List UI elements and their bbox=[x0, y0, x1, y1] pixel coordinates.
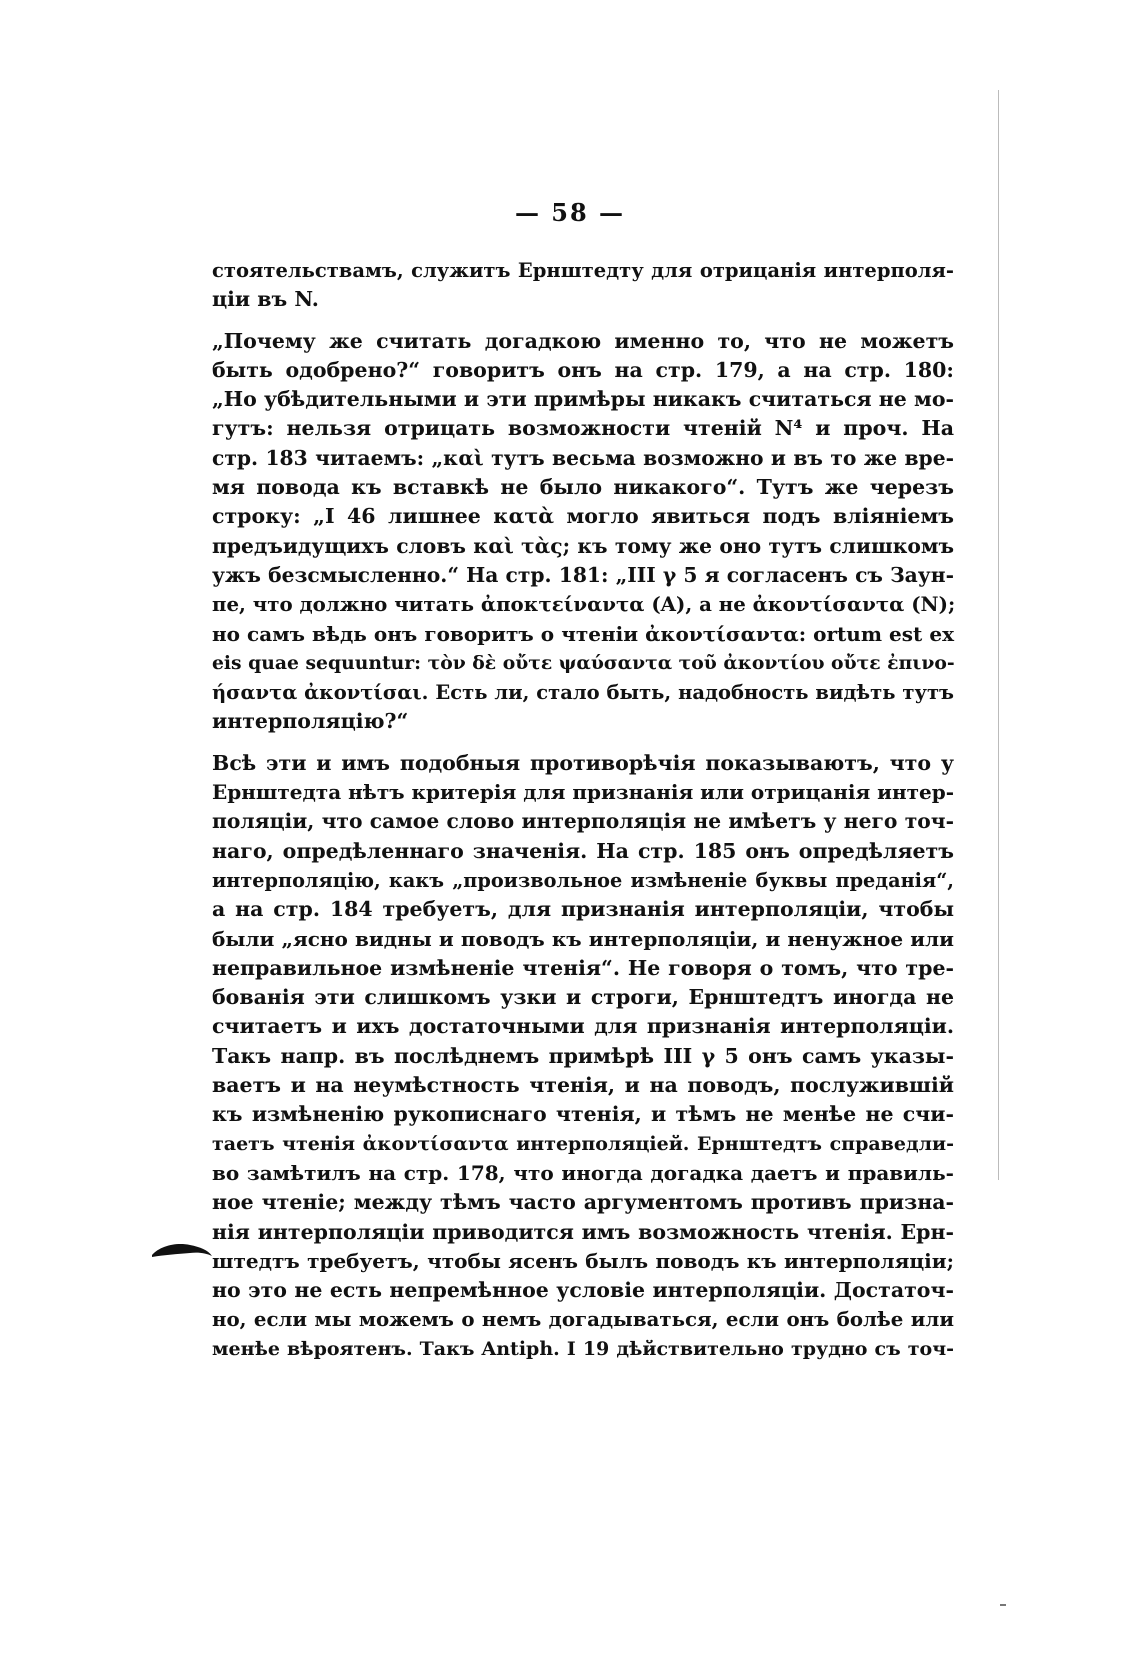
text-line: менѣе вѣроятенъ. Такъ Antiph. I 19 дѣйствительно трудно съ точ- bbox=[212, 1337, 954, 1360]
text-line: строку: „I 46 лишнее κατὰ могло явиться подъ вліяніемъ bbox=[212, 504, 954, 529]
page-number: — 58 — bbox=[514, 198, 626, 227]
text-line: наго, опредѣленнаго значенія. На стр. 185 онъ опредѣляетъ bbox=[212, 838, 954, 863]
text-line: быть одобрено?“ говоритъ онъ на стр. 179, а на стр. 180: bbox=[212, 357, 954, 382]
text-line: стр. 183 читаемъ: „καὶ тутъ весьма возможно и въ то же вре- bbox=[212, 445, 954, 470]
text-line: но, если мы можемъ о немъ догадываться, если онъ болѣе или bbox=[212, 1307, 954, 1332]
text-line: eis quae sequuntur: τὸν δὲ οὔτε ψαύσαντα τοῦ ἀκοντίου οὔτε ἐπινο- bbox=[212, 651, 955, 674]
body-text bbox=[212, 256, 954, 1364]
text-line: предъидущихъ словъ καὶ τὰς; къ тому же оно тутъ слишкомъ bbox=[212, 533, 954, 558]
text-line: Ернштедта нѣтъ критерія для признанія или отрицанія интер- bbox=[212, 780, 955, 805]
text-line: „Но убѣдительными и эти примѣры никакъ считаться не мо- bbox=[212, 387, 954, 412]
text-line: ваетъ и на неумѣстность чтенія, и на поводъ, послужившій bbox=[212, 1073, 954, 1098]
text-line: считаетъ и ихъ достаточными для признанія интерполяціи. bbox=[212, 1014, 954, 1039]
text-line: во замѣтилъ на стр. 178, что иногда догадка даетъ и правиль- bbox=[212, 1160, 954, 1185]
text-line: ціи въ N. bbox=[212, 287, 319, 312]
text-line: пе, что должно читать ἀποκτείναντα (A), а не ἀκοντίσαντα (N); bbox=[212, 592, 956, 617]
text-line: гутъ: нельзя отрицать возможности чтеній N⁴ и проч. На bbox=[212, 416, 954, 441]
text-line: „Почему же считать догадкою именно то, что не можетъ bbox=[212, 328, 954, 353]
text-line: таетъ чтенія ἀκοντίσαντα интерполяціей. Ернштедтъ справедли- bbox=[212, 1132, 954, 1155]
text-line: штедтъ требуетъ, чтобы ясенъ былъ поводъ къ интерполяціи; bbox=[212, 1248, 954, 1273]
text-line: интерполяцію?“ bbox=[212, 709, 409, 734]
text-line: ήσαντα ἀκοντίσαι. Есть ли, стало быть, надобность видѣть тутъ bbox=[212, 681, 954, 705]
text-line: къ измѣненію рукописнаго чтенія, и тѣмъ не менѣе не счи- bbox=[212, 1102, 954, 1127]
text-line: нія интерполяціи приводится имъ возможность чтенія. Ерн- bbox=[212, 1219, 954, 1244]
text-line: Всѣ эти и имъ подобныя противорѣчія показываютъ, что у bbox=[212, 750, 954, 775]
text-line: интерполяцію, какъ „произвольное измѣненіе буквы преданія“, bbox=[212, 868, 954, 892]
text-line: а на стр. 184 требуетъ, для признанія интерполяціи, чтобы bbox=[212, 897, 954, 922]
text-line: поляціи, что самое слово интерполяція не имѣетъ у него точ- bbox=[212, 809, 954, 834]
text-line: Такъ напр. въ послѣднемъ примѣрѣ III γ 5 онъ самъ указы- bbox=[212, 1043, 954, 1068]
ink-blot-mark bbox=[150, 1240, 214, 1260]
text-line: стоятельствамъ, служитъ Ернштедту для отрицанія интерполя- bbox=[212, 259, 954, 282]
text-line: ужъ безсмысленно.“ На стр. 181: „III γ 5 я согласенъ съ Заун- bbox=[212, 562, 954, 587]
text-line: ное чтеніе; между тѣмъ часто аргументомъ противъ призна- bbox=[212, 1190, 954, 1215]
text-line: были „ясно видны и поводъ къ интерполяціи, и ненужное или bbox=[212, 926, 954, 951]
scan-mark bbox=[1000, 1604, 1006, 1606]
text-line: но самъ вѣдь онъ говоритъ о чтеніи ἀκοντίσαντα: ortum est ex bbox=[212, 621, 954, 646]
text-line: неправильное измѣненіе чтенія“. Не говоря о томъ, что тре- bbox=[212, 955, 954, 980]
page-edge-line bbox=[998, 90, 999, 1180]
text-line: мя повода къ вставкѣ не было никакого“. Тутъ же черезъ bbox=[212, 475, 954, 500]
text-line: но это не есть непремѣнное условіе интерполяціи. Достаточ- bbox=[212, 1278, 954, 1303]
text-line: бованія эти слишкомъ узки и строги, Ернштедтъ иногда не bbox=[212, 985, 954, 1010]
